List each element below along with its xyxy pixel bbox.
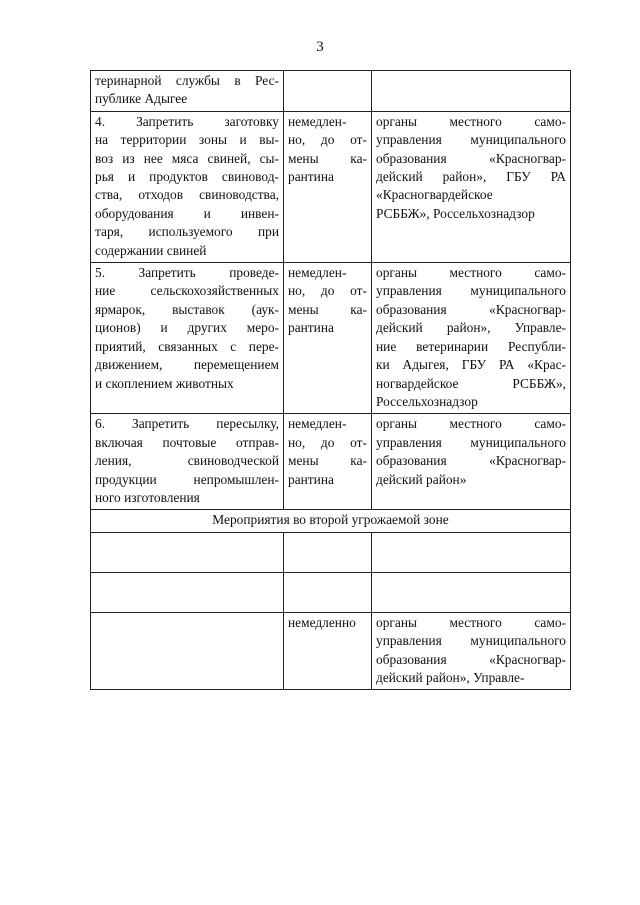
empty-cell — [376, 72, 566, 108]
cell-text-line: но, до от- — [288, 283, 367, 299]
cell-text-line: продукции непромышлен- — [95, 471, 279, 487]
cell-measure — [91, 572, 284, 612]
cell-measure — [91, 612, 284, 690]
cell-text-line: РСББЖ», Россельхознадзор — [376, 205, 535, 221]
cell-text-line: 5. Запретить проведе- — [95, 265, 279, 281]
cell-text-line: но, до от- — [288, 434, 367, 450]
empty-cell — [95, 574, 279, 610]
cell-text-line: дейский район», Управле- — [376, 320, 566, 336]
cell-text-line: ние сельскохозяйственных — [95, 283, 279, 299]
cell-measure — [91, 414, 284, 510]
empty-cell — [95, 534, 279, 570]
cell-text-line: включая почтовые отправ- — [95, 434, 279, 450]
cell-text-line: органы местного само- — [376, 614, 566, 630]
cell-term — [284, 612, 372, 690]
cell-text-line: ления, свиноводческой — [95, 453, 279, 469]
cell-text-line: ки Адыгея, ГБУ РА «Крас- — [376, 357, 566, 373]
cell-text-line: управления муниципального — [376, 633, 566, 649]
table-row — [91, 111, 571, 262]
cell-responsible — [372, 71, 571, 112]
cell-responsible — [372, 532, 571, 572]
cell-term — [284, 263, 372, 414]
empty-cell — [376, 574, 566, 610]
cell-text-line: немедлен- — [288, 265, 347, 281]
cell-text-line: образования «Красногвар- — [376, 150, 566, 166]
cell-text-line: ства, отходов свиноводства, — [95, 187, 279, 203]
cell-text-line: органы местного само- — [376, 416, 566, 432]
cell-text-line: органы местного само- — [376, 265, 566, 281]
measures-table — [90, 70, 571, 690]
cell-text-line: оборудования и инвен- — [95, 205, 279, 221]
cell-text-line: мены ка- — [288, 301, 367, 317]
cell-text-line: рья и продуктов свиновод- — [95, 169, 279, 185]
cell-text-line: рантина — [288, 471, 334, 487]
cell-text-line: ного изготовления — [95, 489, 200, 505]
cell-text-line: немедлен- — [288, 113, 347, 129]
cell-text-line: немедленно — [288, 614, 356, 630]
cell-text-line: теринарной службы в Рес- — [95, 73, 279, 88]
cell-text-line: мены ка- — [288, 150, 367, 166]
section-heading: Мероприятия во второй угрожаемой зоне — [91, 510, 571, 532]
cell-term — [284, 532, 372, 572]
cell-text-line: рантина — [288, 320, 334, 336]
section-heading-row — [91, 510, 571, 532]
cell-text-line: рантина — [288, 169, 334, 185]
empty-cell — [288, 72, 367, 108]
cell-measure — [91, 532, 284, 572]
cell-text-line: ярмарок, выставок (аук- — [95, 301, 279, 317]
cell-text-line: дейский район», ГБУ РА — [376, 169, 566, 185]
cell-text-line: движением, перемещением — [95, 357, 279, 373]
cell-text-line: немедлен- — [288, 416, 347, 432]
cell-text-line: «Красногвардейское — [376, 187, 493, 203]
cell-text-line: образования «Красногвар- — [376, 453, 566, 469]
cell-text-line: содержании свиней — [95, 242, 207, 258]
cell-responsible — [372, 263, 571, 414]
cell-measure — [91, 71, 284, 112]
cell-responsible — [372, 111, 571, 262]
cell-text-line: но, до от- — [288, 132, 367, 148]
cell-responsible — [372, 414, 571, 510]
table-body-second-zone — [91, 532, 571, 690]
cell-responsible — [372, 612, 571, 690]
cell-text-line: ногвардейское РСББЖ», — [376, 375, 566, 391]
table-row — [91, 612, 571, 690]
cell-text-line: 6. Запретить пересылку, — [95, 416, 279, 432]
empty-cell — [288, 574, 367, 610]
cell-text-line: приятий, связанных с пере- — [95, 338, 279, 354]
cell-text-line: на территории зоны и вы- — [95, 132, 279, 148]
cell-text-line: образования «Красногвар- — [376, 301, 566, 317]
page-number: 3 — [316, 39, 324, 55]
cell-text-line: воз из нее мяса свиней, сы- — [95, 150, 279, 166]
cell-term — [284, 414, 372, 510]
cell-measure — [91, 111, 284, 262]
empty-cell — [376, 534, 566, 570]
cell-text-line: образования «Красногвар- — [376, 651, 566, 667]
cell-text-line: управления муниципального — [376, 132, 566, 148]
cell-responsible — [372, 572, 571, 612]
cell-text-line: органы местного само- — [376, 113, 566, 129]
table-body-first-zone — [91, 71, 571, 510]
empty-cell — [95, 614, 279, 650]
cell-text-line: таря, используемого при — [95, 224, 279, 240]
table-section-heading — [91, 510, 571, 532]
empty-cell — [288, 534, 367, 570]
cell-term — [284, 111, 372, 262]
cell-text-line: дейский район», Управле- — [376, 669, 525, 685]
cell-text-line: и скоплением животных — [95, 375, 234, 391]
table-row — [91, 263, 571, 414]
cell-text-line: мены ка- — [288, 453, 367, 469]
cell-text-line: Россельхознадзор — [376, 393, 478, 409]
cell-text-line: ционов) и других меро- — [95, 320, 279, 336]
table-row — [91, 532, 571, 572]
cell-term — [284, 71, 372, 112]
cell-text-line: дейский район» — [376, 471, 467, 487]
table-row — [91, 71, 571, 112]
table-row — [91, 572, 571, 612]
cell-text-line: управления муниципального — [376, 283, 566, 299]
cell-text-line: ние ветеринарии Республи- — [376, 338, 566, 354]
table-row — [91, 414, 571, 510]
cell-text-line: публике Адыгее — [95, 91, 188, 107]
cell-text-line: 4. Запретить заготовку — [95, 113, 279, 129]
cell-term — [284, 572, 372, 612]
cell-measure — [91, 263, 284, 414]
cell-text-line: управления муниципального — [376, 434, 566, 450]
